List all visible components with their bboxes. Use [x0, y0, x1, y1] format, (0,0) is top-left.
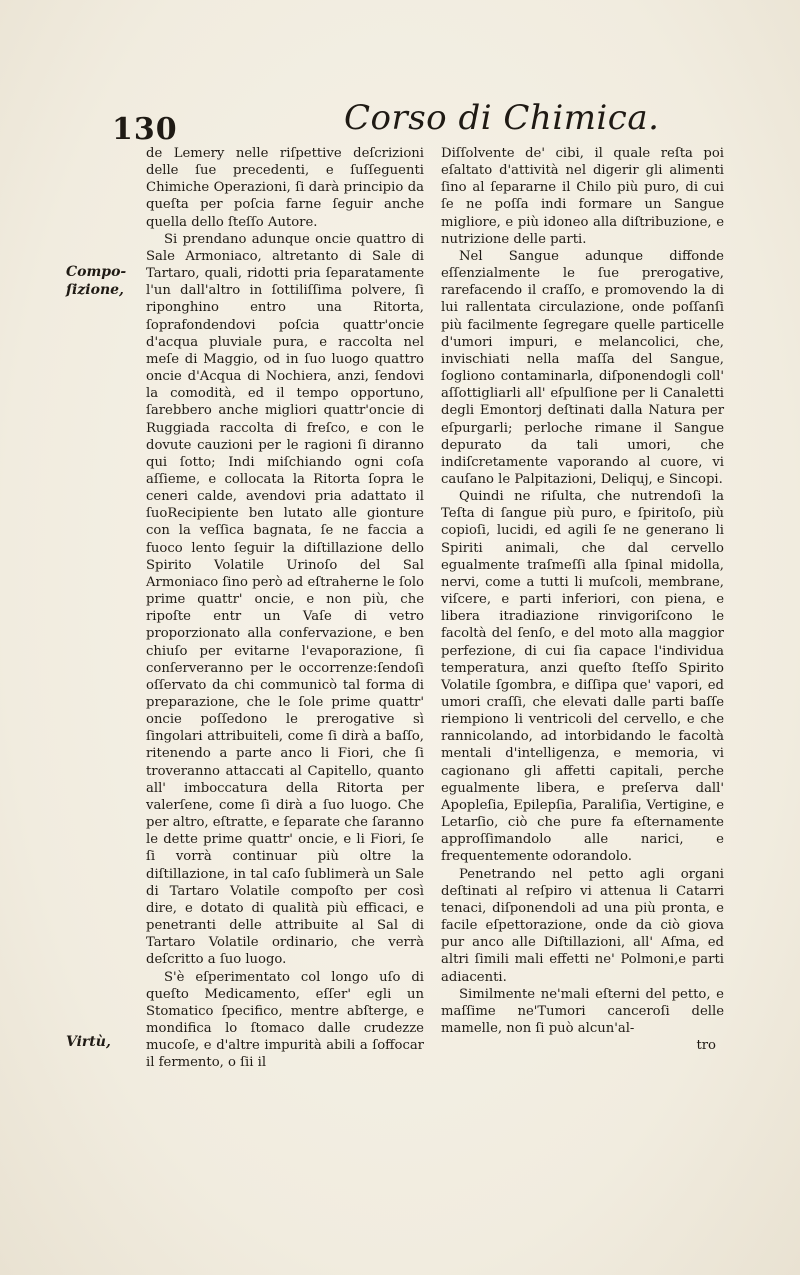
margin-note-virtu: Virtù,: [66, 1034, 111, 1050]
margin-note-composizione: Compo- ſizione,: [66, 264, 127, 298]
paragraph: Similmente ne'mali eſterni del petto, e maſſime ne'Tumori canceroſi delle mamelle, non ſi può alcun'al-: [441, 986, 724, 1036]
running-title: Corso di Chimica.: [344, 98, 660, 138]
right-column: [441, 145, 724, 1054]
paragraph: Diſſolvente de' cibi, il quale reſta poi eſaltato d'attività nel digerir gli alimenti ſino al ſepararne il Chilo più puro, di cui ſe ne poſſa indi formare un Sangue migliore, e più idoneo alla diſtribuzione, e nutrizione delle parti.: [441, 146, 724, 247]
paragraph: Nel Sangue adunque diffonde eſſenzialmente le ſue prerogative, rarefacendo il craſſo, e promovendo la di lui rallentata circulazione, onde poſſanſi più facilmente ſegregare quelle particelle d'umori impuri, e melancolici, che, invischiati nella maſſa del Sangue, ſogliono contaminarla, diſponendogli coll' aſſottigliarli all' eſpulſione per li Canaletti degli Emontorj deſtinati dalla Natura per eſpurgarli; perloche rimane il Sangue depurato da tali umori, che indiſcretamente vaporando al cuore, vi cauſano le Palpitazioni, Deliquj, e Sincopi.: [441, 248, 724, 487]
paragraph: Si prendano adunque oncie quattro di Sale Armoniaco, altretanto di Sale di Tartaro, quali, ridotti pria ſeparatamente l'un dall'altro in ſottiliſſima polvere, ſi riponghino entro una Ritorta, ſoprafondendovi poſcia quattr'oncie d'acqua pluviale pura, e raccolta nel meſe di Maggio, od in ſuo luogo quattro oncie d'Acqua di Nochiera, anzi, ſendovi la comodità, ed il tempo opportuno, ſarebbero anche migliori quattr'oncie di Ruggiada raccolta di freſco, e con le dovute cauzioni per le ragioni ſi diranno qui ſotto; Indi miſchiando ogni coſa aſſieme, e collocata la Ritorta ſopra le ceneri calde, avendovi pria adattato il ſuoRecipiente ben lutato alle gionture con la veſſica bagnata, ſe ne faccia a fuoco lento ſeguir la diſtillazione dello Spirito Volatile Urinoſo del Sal Armoniaco ſino però ad eſtraherne le ſolo prime quattr' oncie, e non più, che ripoſte entr un Vaſe di vetro proporzionato alla confervazione, e ben chiuſo per evitarne l'evaporazione, ſi conſerveranno per le occorrenze:ſendoſi oſſervato da chi communicò tal forma di preparazione, che le ſole prime quattr' oncie poſſedono le prerogative sì ſingolari attribuiteli, come ſi dirà a baſſo, ritenendo a parte anco li Fiori, che ſi troveranno attaccati al Capitello, quanto all' imboccatura della Ritorta per valerſene, come ſi dirà a ſuo luogo. Che per altro, eſtratte, e ſeparate che ſaranno le dette prime quattr' oncie, e li Fiori, ſe ſi vorrà continuar più oltre la diſtillazione, in tal caſo ſublimerà un Sale di Tartaro Volatile compoſto per così dire, e dotato di qualità più efficaci, e penetranti delle attribuite al Sal di Tartaro Volatile ordinario, che verrà deſcritto a ſuo luogo.: [146, 231, 424, 968]
paragraph: de Lemery nelle riſpettive deſcrizioni delle ſue precedenti, e ſuſſeguenti Chimiche Operazioni, ſi darà principio da queſta per poſcia farne ſeguir anche quella dello ſteſſo Autore.: [146, 146, 424, 230]
page-header: [112, 98, 732, 148]
page-number: 130: [112, 112, 178, 147]
catchword: tro: [696, 1038, 716, 1054]
paragraph: S'è eſperimentato col longo uſo di queſto Medicamento, eſſer' egli un Stomatico ſpecifico, mentre abſterge, e mondifica lo ſtomaco dalle crudezze mucoſe, e d'altre impurità abili a ſoffocar il fermento, o ſii il: [146, 969, 424, 1071]
paragraph: Quindi ne riſulta, che nutrendoſi la Teſta di ſangue più puro, e ſpiritoſo, più copioſi, lucidi, ed agili ſe ne generano li Spiriti animali, che dal cervello egualmente traſmeſſi alla ſpinal midolla, nervi, come a tutti li muſcoli, membrane, viſcere, e parti inferiori, con piena, e libera itradiazione rinvigoriſcono le facoltà del ſenſo, e del moto alla maggior perfezione, di cui ſia capace l'individua temperatura, anzi queſto ſteſſo Spirito Volatile ſgombra, e diſſipa que' vapori, ed umori craſſi, che elevati dalle parti baſſe riempiono li ventricoli del cervello, e che rannicolando, ad intorbidando le facoltà mentali d'intelligenza, e memoria, vi cagionano gli affetti capitali, perche egualmente libera, e preſerva dall' Apopleſia, Epilepſia, Paraliſia, Vertigine, e Letarſio, ciò che pure fa eſternamente approſſimandolo alle narici, e frequentemente odorandolo.: [441, 489, 724, 865]
paragraph: Penetrando nel petto agli organi deſtinati al reſpiro vi attenua li Catarri tenaci, diſponendoli ad una più pronta, e facile eſpettorazione, onde da ciò giova pur anco alle Diſtillazioni, all' Aſma, ed altri ſimili mali effetti ne' Polmoni,e parti adiacenti.: [441, 866, 724, 985]
left-column: [146, 145, 424, 1071]
